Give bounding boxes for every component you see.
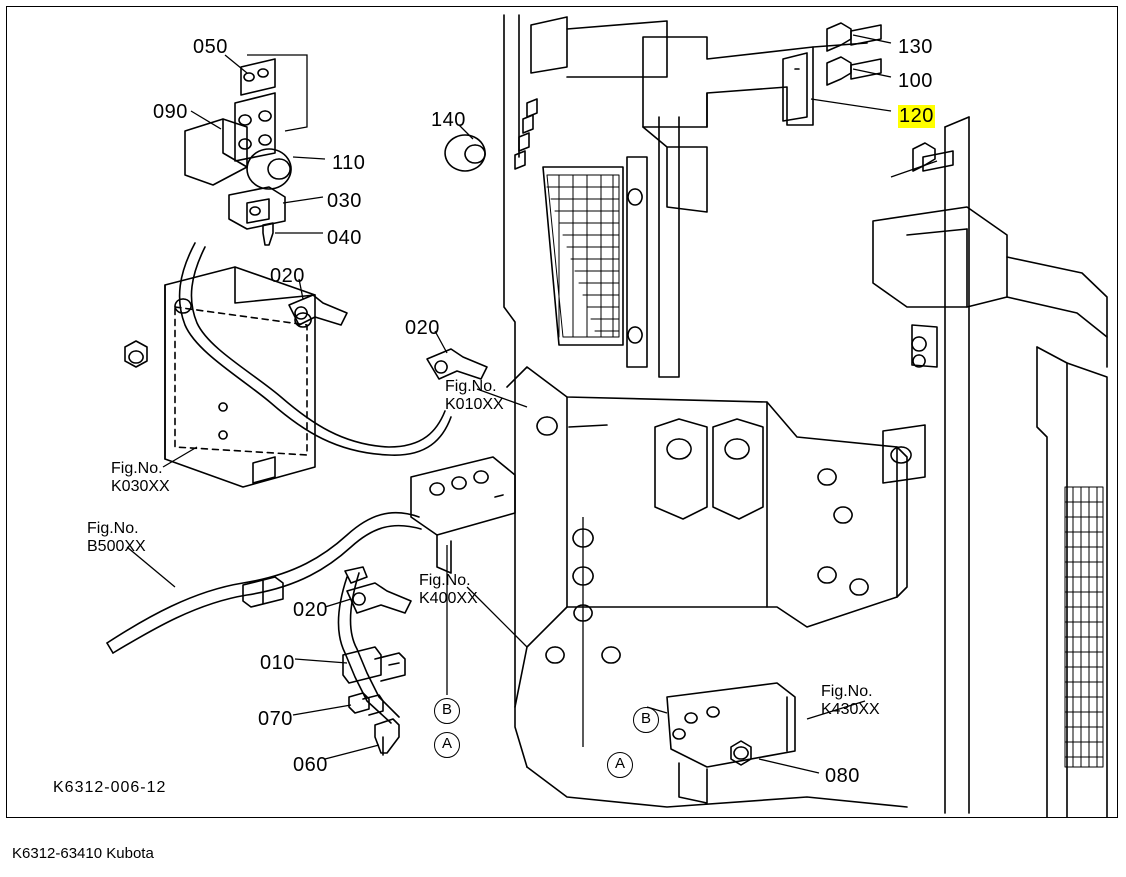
callout-010: 010 — [260, 652, 295, 674]
callout-040: 040 — [327, 227, 362, 249]
callout-020-upper: 020 — [270, 265, 305, 287]
fig-note-b500xx-line2: B500XX — [87, 538, 146, 556]
callout-060: 060 — [293, 754, 328, 776]
parts-diagram-artwork — [7, 7, 1117, 817]
fig-note-k010xx-line2: K010XX — [445, 396, 504, 414]
section-ref-a-right: A — [607, 752, 633, 778]
callout-080: 080 — [825, 765, 860, 787]
callout-020-middle: 020 — [405, 317, 440, 339]
callout-070: 070 — [258, 708, 293, 730]
section-ref-a-left: A — [434, 732, 460, 758]
fig-note-k030xx — [111, 460, 170, 497]
fig-note-k030xx-line1: Fig.No. — [111, 460, 163, 477]
fig-note-k030xx-line2: K030XX — [111, 478, 170, 496]
callout-120-highlighted: 120 — [899, 105, 934, 127]
callout-030: 030 — [327, 190, 362, 212]
drawing-code: K6312-006-12 — [53, 779, 167, 796]
callout-020-lower: 020 — [293, 599, 328, 621]
diagram-frame — [6, 6, 1118, 818]
callout-130: 130 — [898, 36, 933, 58]
fig-note-k400xx-line1: Fig.No. — [419, 572, 471, 589]
section-ref-b-right: B — [633, 707, 659, 733]
fig-note-k010xx-line1: Fig.No. — [445, 378, 497, 395]
fig-note-k400xx-line2: K400XX — [419, 590, 478, 608]
fig-note-b500xx — [87, 520, 146, 557]
fig-note-k010xx — [445, 378, 504, 415]
callout-050: 050 — [193, 36, 228, 58]
footer-part-code: K6312-63410 Kubota — [12, 845, 154, 862]
callout-110: 110 — [332, 152, 366, 174]
fig-note-b500xx-line1: Fig.No. — [87, 520, 139, 537]
fig-note-k430xx-line1: Fig.No. — [821, 683, 873, 700]
fig-note-k430xx — [821, 683, 880, 720]
callout-140: 140 — [431, 109, 466, 131]
callout-100: 100 — [898, 70, 933, 92]
section-ref-b-left: B — [434, 698, 460, 724]
fig-note-k400xx — [419, 572, 478, 609]
callout-090: 090 — [153, 101, 188, 123]
fig-note-k430xx-line2: K430XX — [821, 701, 880, 719]
